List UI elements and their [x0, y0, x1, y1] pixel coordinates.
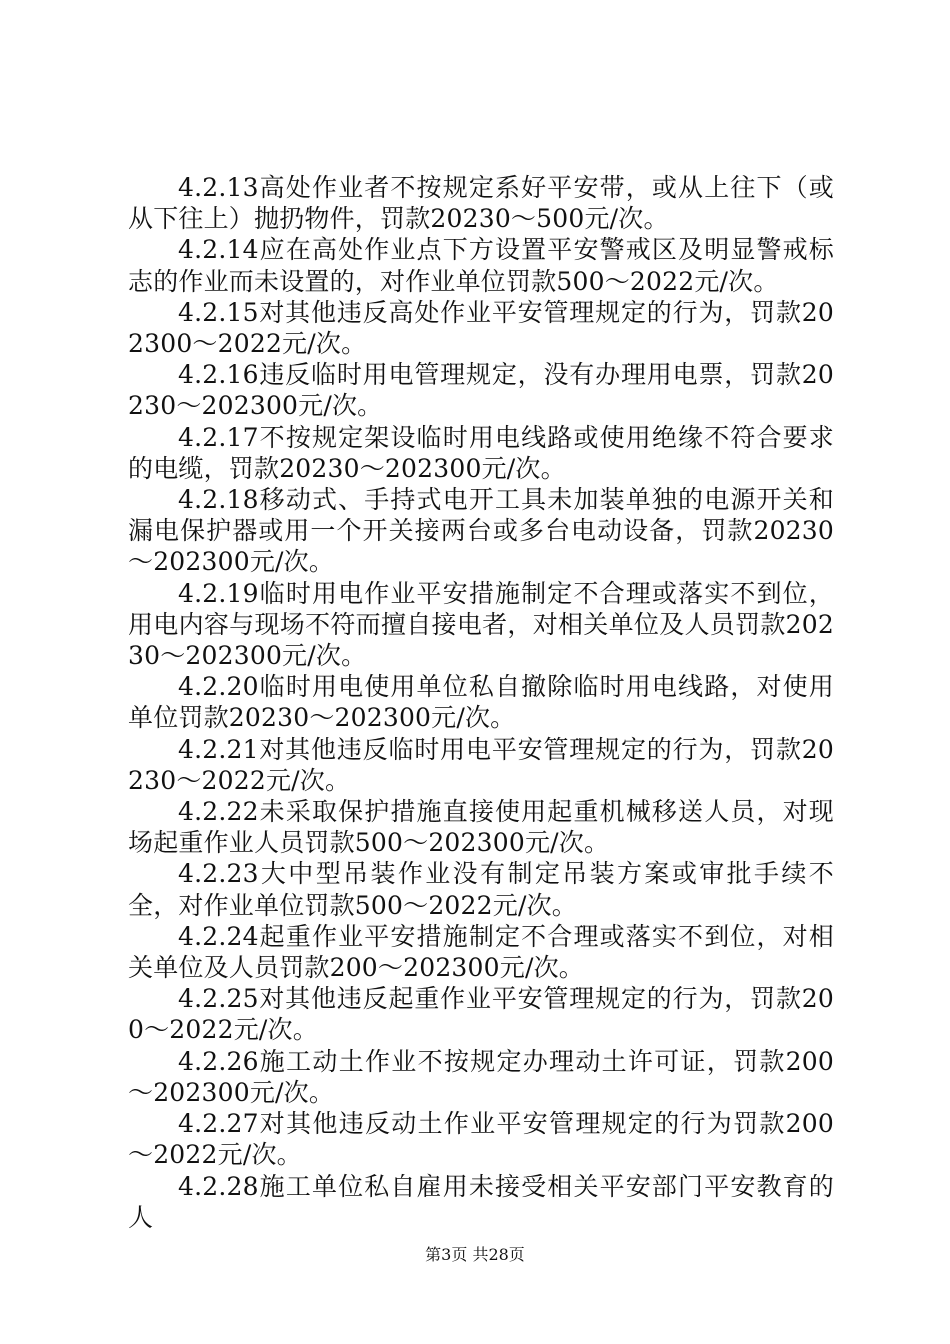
paragraph-4-2-19: 4.2.19临时用电作业平安措施制定不合理或落实不到位，用电内容与现场不符而擅自接电者，对相关单位及人员罚款20230～202300元/次。	[128, 578, 834, 671]
paragraph-4-2-14: 4.2.14应在高处作业点下方设置平安警戒区及明显警戒标志的作业而未设置的，对作业单位罚款500～2022元/次。	[128, 235, 834, 296]
page-number-footer: 第3页 共28页	[425, 1245, 525, 1264]
paragraph-4-2-26: 4.2.26施工动土作业不按规定办理动土许可证，罚款200～202300元/次。	[128, 1046, 834, 1107]
paragraph-4-2-27: 4.2.27对其他违反动土作业平安管理规定的行为罚款200～2022元/次。	[128, 1109, 834, 1170]
paragraph-4-2-15: 4.2.15对其他违反高处作业平安管理规定的行为，罚款202300～2022元/次。	[128, 297, 834, 359]
paragraph-4-2-17: 4.2.17不按规定架设临时用电线路或使用绝缘不符合要求的电缆，罚款20230～202300元/次。	[128, 422, 834, 483]
paragraph-4-2-28: 4.2.28施工单位私自雇用未接受相关平安部门平安教育的人	[128, 1171, 834, 1232]
paragraph-4-2-25: 4.2.25对其他违反起重作业平安管理规定的行为，罚款200～2022元/次。	[128, 984, 834, 1045]
document-body	[128, 172, 834, 1233]
paragraph-4-2-18: 4.2.18移动式、手持式电开工具未加装单独的电源开关和漏电保护器或用一个开关接两台或多台电动设备，罚款20230～202300元/次。	[128, 485, 834, 577]
paragraph-4-2-24: 4.2.24起重作业平安措施制定不合理或落实不到位，对相关单位及人员罚款200～202300元/次。	[128, 921, 834, 983]
paragraph-4-2-13: 4.2.13高处作业者不按规定系好平安带，或从上往下（或从下往上）抛扔物件，罚款20230～500元/次。	[128, 173, 834, 234]
paragraph-4-2-22: 4.2.22未采取保护措施直接使用起重机械移送人员，对现场起重作业人员罚款500～202300元/次。	[128, 797, 834, 858]
paragraph-4-2-21: 4.2.21对其他违反临时用电平安管理规定的行为，罚款20230～2022元/次。	[128, 734, 834, 795]
paragraph-4-2-23: 4.2.23大中型吊装作业没有制定吊装方案或审批手续不全，对作业单位罚款500～2022元/次。	[128, 859, 834, 920]
paragraph-4-2-20: 4.2.20临时用电使用单位私自撤除临时用电线路，对使用单位罚款20230～202300元/次。	[128, 672, 834, 733]
paragraph-4-2-16: 4.2.16违反临时用电管理规定，没有办理用电票，罚款20230～202300元/次。	[128, 360, 834, 421]
